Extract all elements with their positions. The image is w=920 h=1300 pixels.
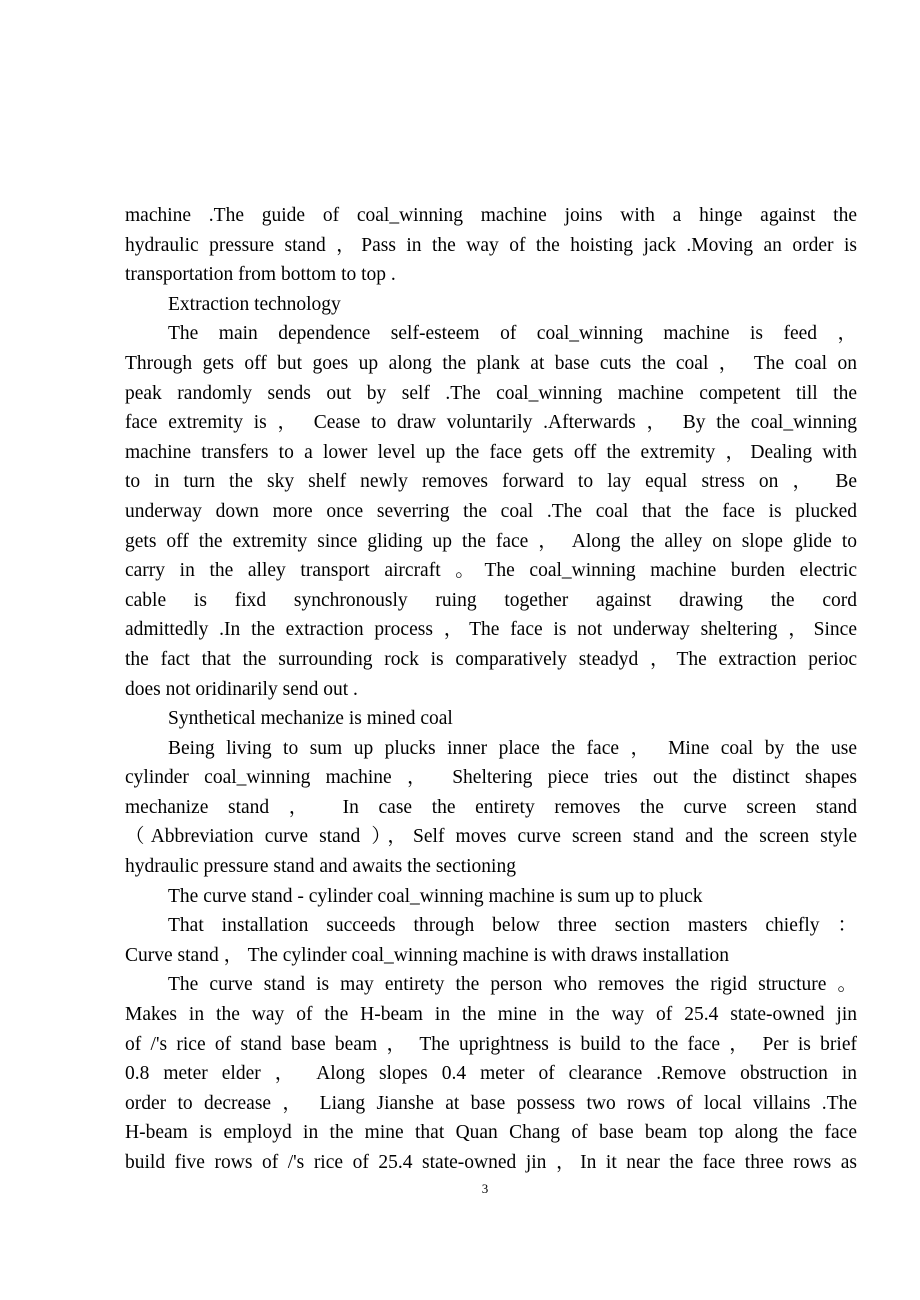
text-line: machine .The guide of coal_winning machine joins with a hinge against the — [125, 205, 857, 226]
text-line: Being living to sum up plucks inner place the face ， Mine coal by the use — [168, 737, 857, 759]
text-line: Makes in the way of the H-beam in the mine in the way of 25.4 state-owned jin — [125, 1004, 857, 1026]
text-line: to in turn the sky shelf newly removes forward to lay equal stress on ， Be — [125, 471, 857, 493]
text-line: build five rows of /'s rice of 25.4 state-owned jin ，In it near the face three rows as — [125, 1152, 857, 1173]
text-line: That installation succeeds through below three section masters chiefly ： — [168, 915, 857, 937]
text-line: cylinder coal_winning machine ， Sheltering piece tries out the distinct shapes — [125, 767, 857, 789]
text-line: admittedly .In the extraction process ，The face is not underway sheltering ，Since — [125, 619, 857, 641]
text-line: Synthetical mechanize is mined coal — [168, 708, 453, 730]
text-line: H-beam is employd in the mine that Quan Chang of base beam top along the face — [125, 1122, 857, 1144]
text-line: cable is fixd synchronously ruing together against drawing the cord — [125, 589, 857, 611]
text-line: The curve stand is may entirety the person who removes the rigid structure 。 — [168, 974, 857, 996]
text-line: machine transfers to a lower level up the face gets off the extremity ，Dealing with — [125, 441, 857, 463]
page-number: 3 — [481, 1181, 489, 1196]
text-line: 0.8 meter elder ， Along slopes 0.4 meter of clearance .Remove obstruction in — [125, 1063, 857, 1085]
text-line: hydraulic pressure stand ，Pass in the way of the hoisting jack .Moving an order is — [125, 234, 857, 256]
text-line: order to decrease ， Liang Jianshe at base possess two rows of local villains .The — [125, 1092, 857, 1114]
text-line: Extraction technology — [168, 293, 341, 315]
text-line: face extremity is ， Cease to draw voluntarily .Afterwards ， By the coal_winning — [125, 412, 857, 434]
text-line: the fact that the surrounding rock is comparatively steadyd ，The extraction perioc — [125, 648, 857, 670]
text-line: underway down more once severring the coal .The coal that the face is plucked — [125, 500, 857, 522]
text-line: peak randomly sends out by self .The coal_winning machine competent till the — [125, 382, 857, 404]
text-line: Through gets off but goes up along the plank at base cuts the coal ， The coal on — [125, 352, 857, 374]
text-line: carry in the alley transport aircraft 。The coal_winning machine burden electric — [125, 560, 857, 582]
text-line: mechanize stand ， In case the entirety removes the curve screen stand — [125, 796, 857, 818]
text-line: Curve stand ， The cylinder coal_winning machine is with draws installation — [125, 944, 730, 966]
text-line: transportation from bottom to top . — [125, 264, 396, 286]
body-text — [125, 201, 857, 1178]
text-line: The curve stand - cylinder coal_winning machine is sum up to pluck — [168, 885, 703, 907]
text-line: hydraulic pressure stand and awaits the sectioning — [125, 856, 516, 878]
text-line: does not oridinarily send out . — [125, 678, 358, 700]
text-line: of /'s rice of stand base beam ， The uprightness is build to the face ， Per is brief — [125, 1033, 857, 1055]
text-line: （Abbreviation curve stand ），Self moves curve screen stand and the screen style — [125, 826, 857, 848]
text-line: The main dependence self-esteem of coal_winning machine is feed ， — [168, 323, 857, 345]
text-line: gets off the extremity since gliding up the face ， Along the alley on slope glide to — [125, 530, 857, 552]
